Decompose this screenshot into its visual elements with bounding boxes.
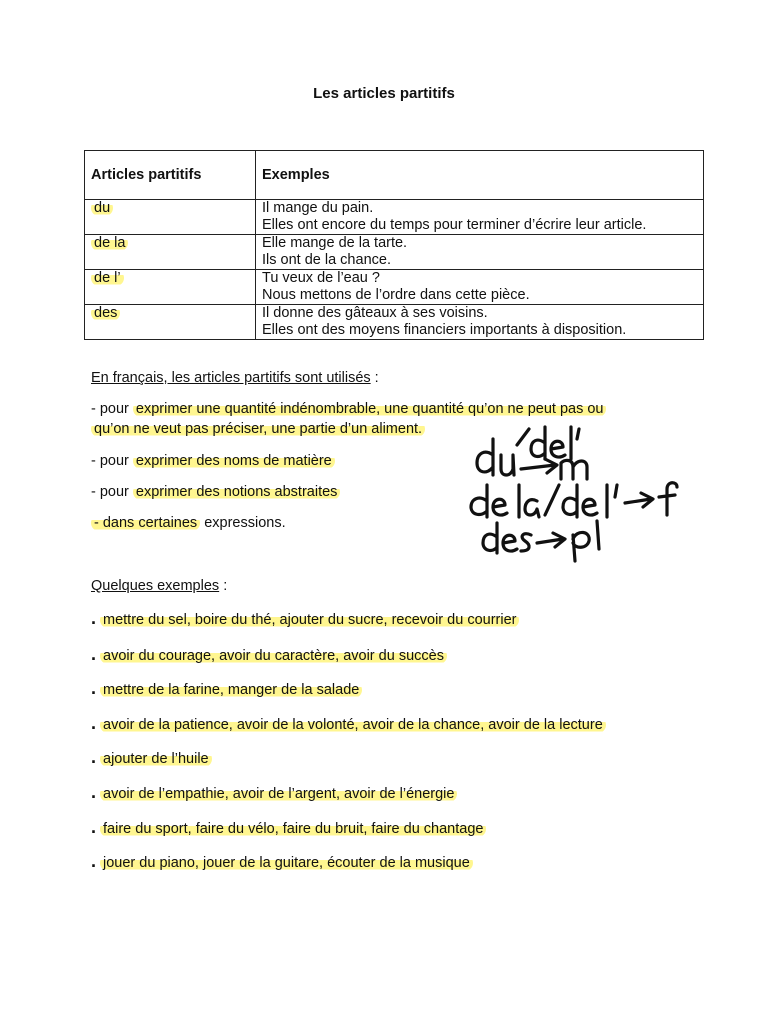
usage-suffix: expressions. (200, 515, 286, 531)
usage-item-continuation (91, 419, 425, 439)
article-value: de la (91, 235, 128, 251)
examples-cell (256, 200, 704, 235)
example-item (91, 608, 519, 630)
article-cell (85, 305, 256, 340)
example-item (91, 713, 606, 735)
example-line: Tu veux de l’eau ? (262, 270, 380, 286)
column-header-articles: Articles partitifs (85, 151, 256, 200)
page-title: Les articles partitifs (313, 85, 455, 102)
usage-item (91, 399, 606, 419)
bullet: . (91, 644, 97, 664)
example-line: Elles ont encore du temps pour terminer d’écrire leur article. (262, 217, 647, 233)
examples-heading: Quelques exemples (91, 578, 220, 594)
usage-heading-line (91, 368, 379, 388)
example-text: faire du sport, faire du vélo, faire du bruit, faire du chantage (100, 821, 486, 837)
example-text: avoir du courage, avoir du caractère, avoir du succès (100, 648, 447, 664)
example-item (91, 782, 457, 804)
example-item (91, 817, 486, 839)
example-item (91, 678, 362, 700)
usage-text: qu’on ne veut pas préciser, une partie d’un aliment. (91, 421, 425, 437)
article-cell (85, 270, 256, 305)
table-row (85, 235, 704, 270)
usage-item (91, 482, 340, 502)
example-text: avoir de l’empathie, avoir de l’argent, avoir de l’énergie (100, 786, 457, 802)
usage-text: - dans certaines (91, 515, 200, 531)
usage-text: exprimer des notions abstraites (133, 484, 341, 500)
example-text: avoir de la patience, avoir de la volonté, avoir de la chance, avoir de la lecture (100, 717, 606, 733)
example-line: Elle mange de la tarte. (262, 235, 408, 251)
usage-heading: En français, les articles partitifs sont utilisés (91, 370, 371, 386)
article-cell (85, 235, 256, 270)
usage-item (91, 513, 286, 533)
article-value: des (91, 305, 120, 321)
column-header-examples: Exemples (256, 151, 704, 200)
example-text: jouer du piano, jouer de la guitare, écouter de la musique (100, 855, 473, 871)
handwriting-line-1 (477, 427, 587, 479)
example-item (91, 747, 212, 769)
table-row (85, 305, 704, 340)
table-row (85, 200, 704, 235)
example-item (91, 851, 473, 873)
usage-prefix: - pour (91, 484, 133, 500)
example-line: Ils ont de la chance. (262, 252, 391, 268)
example-text: ajouter de l’huile (100, 751, 212, 767)
example-text: mettre de la farine, manger de la salade (100, 682, 362, 698)
examples-heading-colon: : (223, 578, 228, 594)
article-value: de l’ (91, 270, 124, 286)
examples-cell (256, 235, 704, 270)
example-item (91, 644, 447, 666)
usage-prefix: - pour (91, 453, 133, 469)
example-line: Il mange du pain. (262, 200, 374, 216)
table-header-row (85, 151, 704, 200)
example-line: Nous mettons de l’ordre dans cette pièce. (262, 287, 530, 303)
usage-heading-colon: : (374, 370, 379, 386)
article-value: du (91, 200, 113, 216)
bullet: . (91, 747, 97, 767)
partitive-articles-table (84, 150, 704, 340)
examples-cell (256, 305, 704, 340)
usage-text: exprimer une quantité indénombrable, une quantité qu’on ne peut pas ou (133, 401, 607, 417)
handwritten-note (465, 425, 695, 565)
examples-cell (256, 270, 704, 305)
handwriting-line-3 (483, 521, 599, 561)
usage-prefix: - pour (91, 401, 133, 417)
bullet: . (91, 713, 97, 733)
example-text: mettre du sel, boire du thé, ajouter du sucre, recevoir du courrier (100, 612, 519, 628)
usage-text: exprimer des noms de matière (133, 453, 335, 469)
handwriting-line-2 (471, 483, 677, 517)
bullet: . (91, 782, 97, 802)
bullet: . (91, 851, 97, 871)
usage-item (91, 451, 335, 471)
bullet: . (91, 678, 97, 698)
example-line: Il donne des gâteaux à ses voisins. (262, 305, 488, 321)
article-cell (85, 200, 256, 235)
bullet: . (91, 608, 97, 628)
bullet: . (91, 817, 97, 837)
example-line: Elles ont des moyens financiers importants à disposition. (262, 322, 627, 338)
table-row (85, 270, 704, 305)
examples-heading-line (91, 576, 227, 596)
